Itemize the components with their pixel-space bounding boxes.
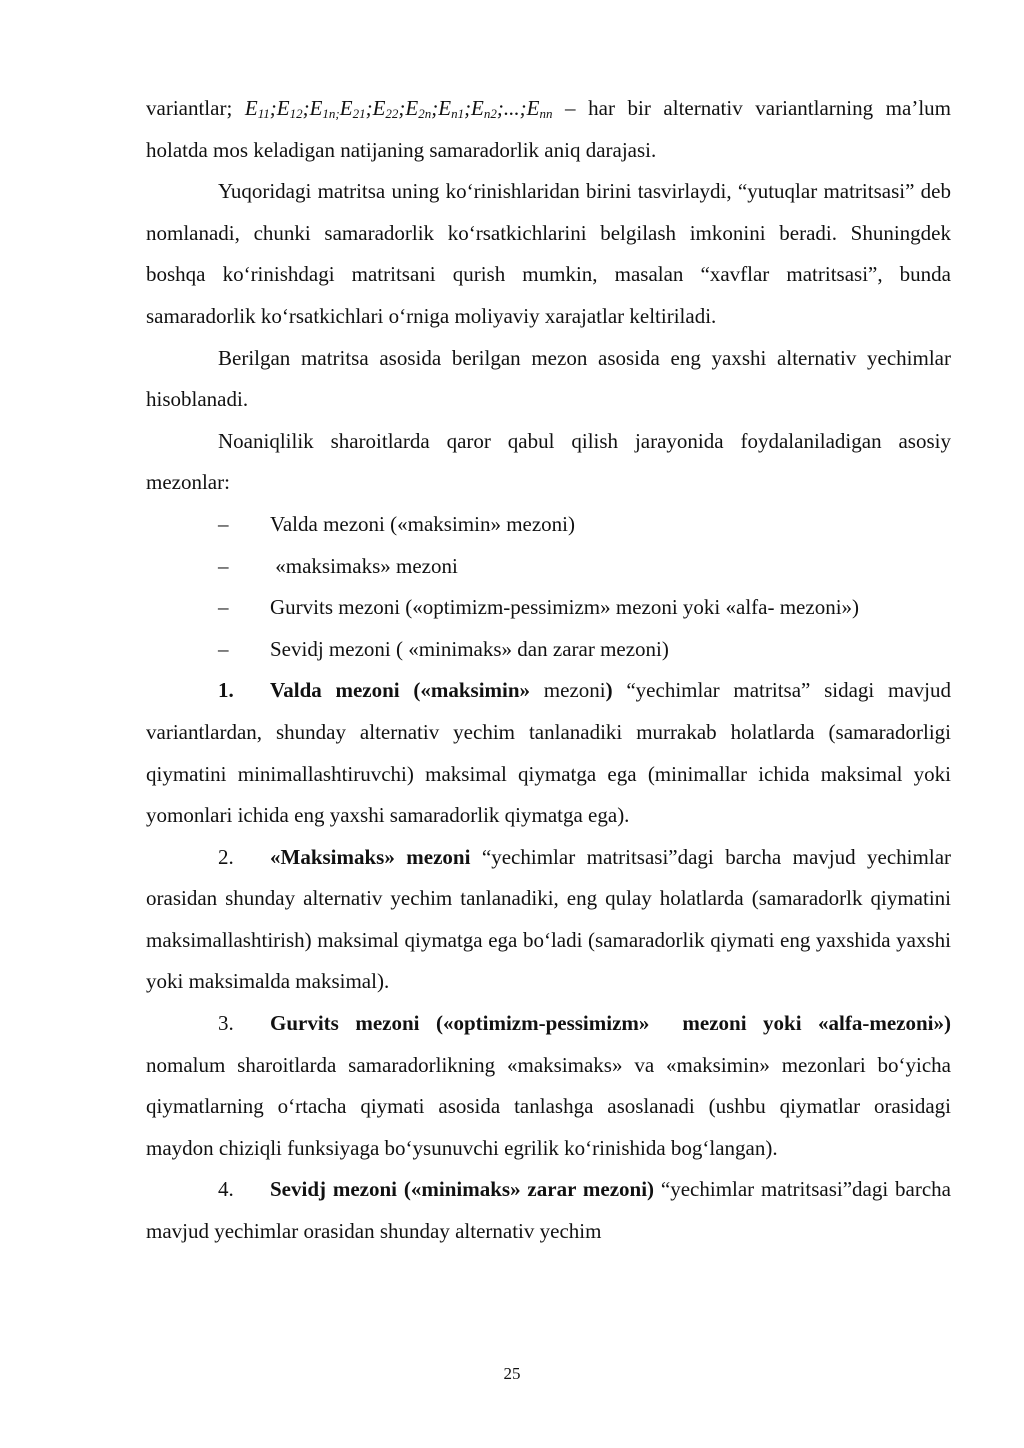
variants-prefix: variantlar; [146, 96, 245, 120]
item-number: 1. [218, 678, 234, 703]
paragraph-variants [146, 88, 951, 171]
item-number: 2. [218, 844, 234, 869]
page-number: 25 [503, 1364, 521, 1383]
bullet-item: – Valda mezoni («maksimin» mezoni) [146, 504, 951, 546]
bullet-marker: – [218, 595, 229, 620]
bullet-marker: – [218, 553, 229, 578]
bullet-item: – Gurvits mezoni («optimizm-pessimizm» mezoni yoki «alfa- mezoni») [146, 587, 951, 629]
paragraph-given-matrix: Berilgan matritsa asosida berilgan mezon asosida eng yaxshi alternativ yechimlar hisoblanadi. [146, 345, 951, 412]
paragraph-matrix-types: Yuqoridagi matritsa uning ko‘rinishlaridan birini tasvirlaydi, “yutuqlar matritsasi” deb nomlanadi, chunki samaradorlik ko‘rsatkichlarini belgilash imkonini beradi. Shuningdek boshqa ko‘rinishdagi matritsani qurish mumkin, masalan “xavflar matritsasi”, bunda samaradorlik ko‘rsatkichlari o‘rniga moliyaviy xarajatlar keltiriladi. [146, 179, 951, 328]
variants-suffix: – har bir alternativ variantlarning ma’lum holatda mos keladigan natijaning samaradorlik aniq darajasi. [146, 96, 951, 162]
paragraph-criteria-intro: Noaniqlilik sharoitlarda qaror qabul qilish jarayonida foydalaniladigan asosiy mezonlar: [146, 428, 951, 495]
item-number: 3. [218, 1011, 234, 1036]
criterion-gurvits: 3. Gurvits mezoni («optimizm-pessimizm» mezoni yoki «alfa-mezoni») nomalum sharoitlarda samaradorlikning «maksimaks» va «maksimin» mezonlari bo‘yicha qiymatlarning o‘rtacha qiymati asosida tanlashga asoslanadi (ushbu qiymatlar orasidagi maydon chiziqli funksiyaga bo‘ysunuvchi egrilik ko‘rinishida bog‘langan). [146, 1003, 951, 1169]
criterion-valda: 1. Valda mezoni («maksimin» mezoni) “yechimlar matritsa” sidagi mavjud variantlardan, shunday alternativ yechim tanlanadiki murrakab holatlarda (samaradorligi qiymatini minimallashtiruvchi) maksimal qiymatga ega (minimallar ichida maksimal yoki yomonlari ichida eng yaxshi samaradorlik qiymatga ega). [146, 670, 951, 836]
bullet-item: – «maksimaks» mezoni [146, 546, 951, 588]
document-page [146, 88, 951, 1253]
bullet-marker: – [218, 636, 229, 661]
criterion-maksimaks: 2. «Maksimaks» mezoni “yechimlar matritsasi”dagi barcha mavjud yechimlar orasidan shunday alternativ yechim tanlanadiki, eng qulay holatlarda (samaradorlk qiymatini maksimallashtirish) maksimal qiymatga ega bo‘ladi (samaradorlik qiymati eng yaxshida yaxshi yoki maksimalda maksimal). [146, 837, 951, 1003]
item-number: 4. [218, 1177, 234, 1202]
criterion-sevidj: 4. Sevidj mezoni («minimaks» zarar mezoni) “yechimlar matritsasi”dagi barcha mavjud yechimlar orasidan shunday alternativ yechim [146, 1169, 951, 1252]
bullet-item: – Sevidj mezoni ( «minimaks» dan zarar mezoni) [146, 629, 951, 671]
matrix-elements: $E_{11};E_{12};E_{1n;}E_{21};E_{22};E_{2n};E_{n1};E_{n2};...;E_{nn}$ [244, 96, 553, 121]
bullet-marker: – [218, 511, 229, 536]
